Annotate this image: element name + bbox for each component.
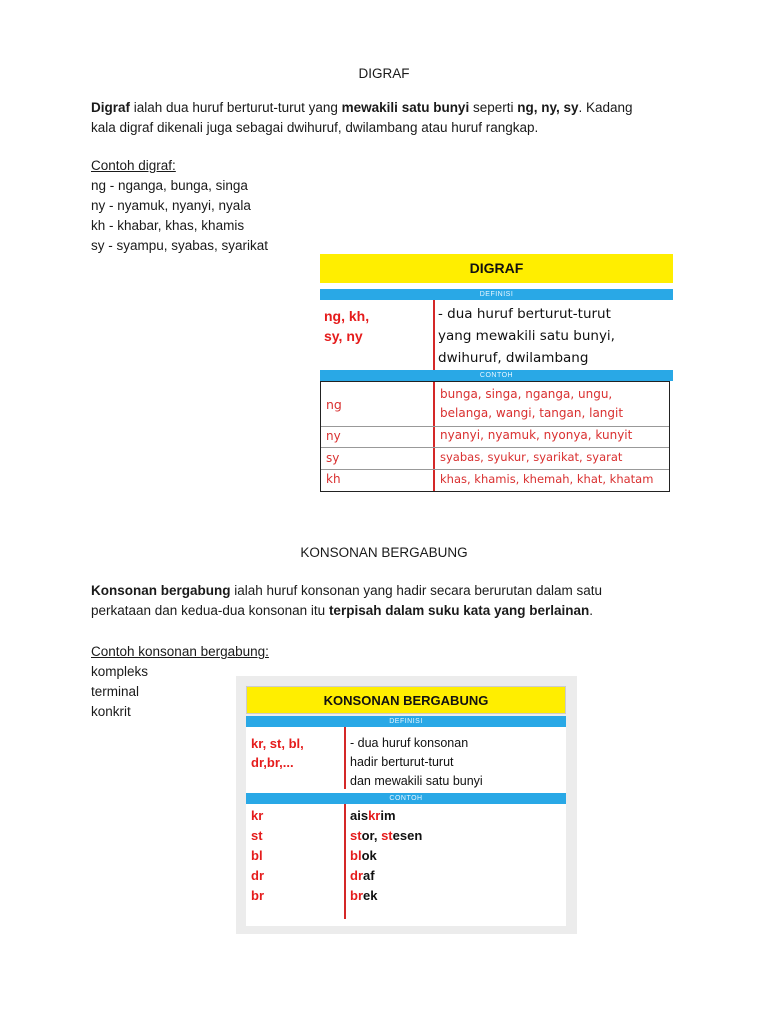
table-row-value: bunga, singa, nganga, ungu, belanga, wangi, tangan, langit: [440, 387, 624, 420]
konsonan-row-values: [350, 806, 422, 906]
list-item: terminal: [91, 684, 140, 699]
table-row-value: blok: [350, 848, 377, 863]
list-item: kh - khabar, khas, khamis: [91, 218, 245, 233]
list-item: kompleks: [91, 664, 149, 679]
table-row-key: kr: [251, 808, 264, 823]
digraf-def-text: - dua huruf berturut-turut yang mewakili satu bunyi, dwihuruf, dwilambang: [438, 306, 615, 366]
list-item: ng - nganga, bunga, singa: [91, 178, 248, 193]
contoh-bar: CONTOH: [320, 370, 673, 381]
konsonan-table-title: KONSONAN BERGABUNG: [246, 686, 566, 714]
table-row-value: khas, khamis, khemah, khat, khatam: [440, 472, 654, 486]
table-row-key: ng: [326, 397, 342, 412]
list-item: sy - syampu, syabas, syarikat: [91, 238, 269, 253]
table-row-value: brek: [350, 888, 378, 903]
table-row-key: bl: [251, 848, 263, 863]
konsonan-table-body: [246, 716, 566, 926]
table-row-key: dr: [251, 868, 264, 883]
table-row-value: nyanyi, nyamuk, nyonya, kunyit: [440, 428, 633, 442]
digraf-definition: Digraf ialah dua huruf berturut-turut yang mewakili satu bunyi seperti ng, ny, sy. Kadang kala digraf dikenali juga sebagai dwihuruf, dwilambang atau huruf rangkap.: [91, 100, 633, 135]
konsonan-def-keys: kr, st, bl, dr,br,...: [251, 736, 304, 770]
konsonan-examples-heading: Contoh konsonan bergabung:: [91, 644, 269, 659]
digraf-table: [320, 254, 673, 510]
divider: [433, 382, 435, 491]
konsonan-def-text: - dua huruf konsonan hadir berturut-turut dan mewakili satu bunyi: [350, 736, 483, 788]
digraf-examples: [91, 156, 268, 256]
digraf-heading: DIGRAF: [358, 66, 410, 81]
table-row-value: draf: [350, 868, 375, 883]
row-divider: [321, 447, 669, 448]
konsonan-definition: Konsonan bergabung ialah huruf konsonan yang hadir secara berurutan dalam satu perkataan dan kedua-dua konsonan itu terpisah dalam suku kata yang berlainan.: [91, 583, 602, 618]
table-row-value: stor, stesen: [350, 828, 423, 843]
divider: [344, 804, 346, 919]
konsonan-table: [236, 676, 577, 934]
contoh-bar: CONTOH: [246, 793, 566, 804]
table-row-key: st: [251, 828, 263, 843]
table-row-key: kh: [326, 472, 341, 486]
definisi-bar: DEFINISI: [246, 716, 566, 727]
divider: [344, 727, 346, 789]
row-divider: [321, 426, 669, 427]
konsonan-heading: KONSONAN BERGABUNG: [300, 545, 468, 560]
table-row-key: ny: [326, 429, 341, 443]
table-row-key: br: [251, 888, 264, 903]
row-divider: [321, 469, 669, 470]
list-item: konkrit: [91, 704, 131, 719]
table-row-value: aiskrim: [350, 808, 396, 823]
definisi-bar: DEFINISI: [320, 289, 673, 300]
divider: [433, 300, 435, 370]
konsonan-row-keys: [251, 806, 264, 906]
digraf-def-keys: ng, kh, sy, ny: [324, 308, 370, 344]
digraf-table-title: DIGRAF: [320, 254, 673, 283]
table-row-value: syabas, syukur, syarikat, syarat: [440, 450, 623, 464]
list-item: ny - nyamuk, nyanyi, nyala: [91, 198, 251, 213]
digraf-examples-heading: Contoh digraf:: [91, 158, 176, 173]
table-row-key: sy: [326, 451, 340, 465]
